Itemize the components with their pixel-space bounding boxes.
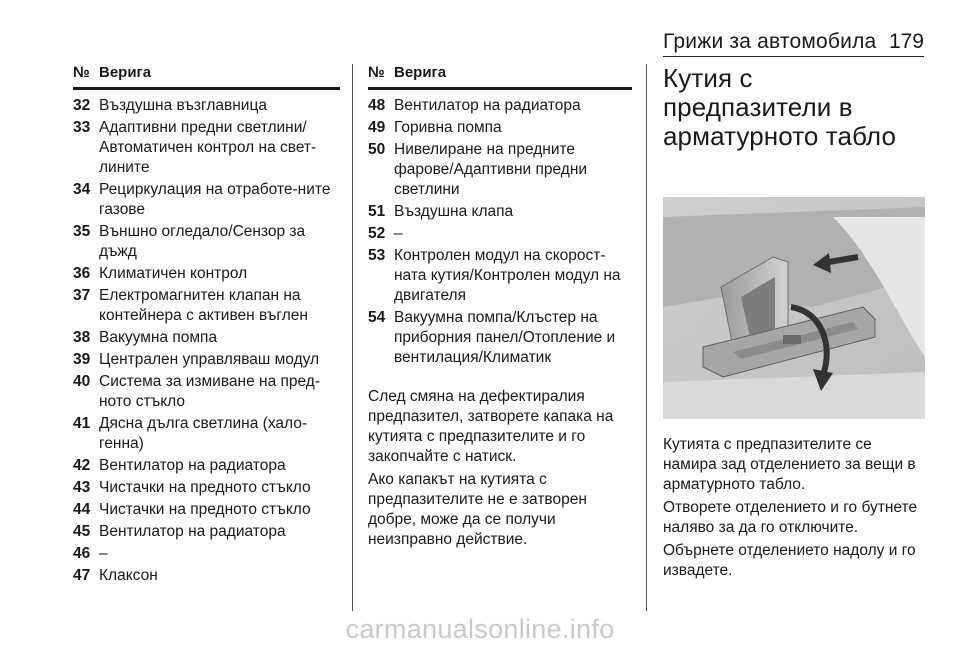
fuse-circuit: Горивна помпа (394, 119, 502, 136)
table-row (73, 522, 340, 542)
table-row (73, 96, 340, 116)
section-paragraph: Кутията с предпазителите се намира зад отделението за вещи в арматурното табло. (663, 436, 916, 493)
fuse-circuit: Клаксон (99, 567, 158, 584)
table-row (368, 140, 632, 200)
fuse-circuit: Вентилатор на радиатора (99, 457, 286, 474)
table-row (73, 566, 340, 586)
table-row (73, 180, 340, 220)
section-title-line: Кутия с предпазители в (663, 63, 853, 122)
fuse-number: 35 (73, 223, 91, 240)
fuse-circuit: Чистачки на предното стъкло (99, 479, 311, 496)
fuse-circuit: Въздушна клапа (394, 203, 514, 220)
instructions-block (368, 387, 632, 550)
fuse-circuit: Въздушна възглавница (99, 97, 267, 114)
fuse-circuit: Система за измиване на пред-ното стъкло (99, 373, 320, 410)
fuse-number: 52 (368, 225, 386, 242)
fuse-number: 37 (73, 287, 91, 304)
fuse-number: 34 (73, 181, 91, 198)
fuse-circuit: Климатичен контрол (99, 265, 248, 282)
fuse-circuit: Електромагнитен клапан на контейнера с активен въглен (99, 287, 308, 324)
fuse-circuit: Вентилатор на радиатора (394, 97, 581, 114)
fuse-number: 50 (368, 141, 386, 158)
fuse-number: 38 (73, 329, 91, 346)
table-header (73, 64, 340, 90)
table-row (368, 118, 632, 138)
table-row (73, 372, 340, 412)
fuse-circuit: Нивелиране на предните фарове/Адаптивни предни светлини (394, 141, 588, 198)
column-divider-1 (352, 64, 353, 611)
fuse-circuit: Външно огледало/Сензор за дъжд (99, 223, 306, 260)
table-row (73, 286, 340, 326)
table-row (73, 118, 340, 178)
fuse-circuit: Рециркулация на отработе-ните газове (99, 181, 331, 218)
fuse-circuit: Вакуумна помпа/Клъстер на приборния панел/Отопление и вентилация/Климатик (394, 309, 616, 366)
fuse-number: 39 (73, 351, 91, 368)
fuse-box-section (663, 64, 925, 584)
column-divider-2 (646, 64, 647, 611)
table-header-circuit: Верига (394, 64, 447, 81)
fuse-number: 33 (73, 119, 91, 136)
instruction-paragraph: Ако капакът на кутията с предпазителите не е затворен добре, може да се получи неизправно действие. (368, 471, 587, 548)
instruction-paragraph: След смяна на дефектиралия предпазител, затворете капака на кутията с предпазителите и го закопчайте с натиск. (368, 388, 614, 465)
fuse-number: 43 (73, 479, 91, 496)
fuse-connector (783, 335, 801, 344)
table-header-number: № (368, 64, 385, 81)
fuse-box-illustration (663, 197, 925, 419)
page-header (663, 30, 924, 57)
table-row (73, 350, 340, 370)
fuse-number: 40 (73, 373, 91, 390)
fuse-number: 46 (73, 545, 91, 562)
page-number: 179 (888, 30, 924, 53)
fuse-number: 36 (73, 265, 91, 282)
fuse-number: 49 (368, 119, 386, 136)
fuse-number: 54 (368, 309, 386, 326)
table-row (368, 224, 632, 244)
table-row (73, 456, 340, 476)
table-header (368, 64, 632, 90)
section-paragraph: Отворете отделението и го бутнете наляво за да го отключите. (663, 499, 918, 536)
table-row (73, 328, 340, 348)
table-header-circuit: Верига (99, 64, 152, 81)
fuse-circuit: – (394, 225, 403, 242)
fuse-number: 42 (73, 457, 91, 474)
table-row (73, 414, 340, 454)
fuse-circuit: Адаптивни предни светлини/Автоматичен контрол на свет-лините (99, 119, 317, 176)
fuse-number: 41 (73, 415, 91, 432)
table-row (73, 222, 340, 262)
illustration-svg (663, 197, 925, 419)
section-text (663, 435, 925, 581)
fuse-circuit: Чистачки на предното стъкло (99, 501, 311, 518)
watermark: carmanualsonline.info (345, 614, 615, 644)
fuse-number: 47 (73, 567, 91, 584)
table-row (73, 544, 340, 564)
fuse-number: 32 (73, 97, 91, 114)
table-row (368, 202, 632, 222)
section-title (663, 64, 925, 151)
page-title: Грижи за автомобила (663, 30, 877, 53)
fuse-circuit: Вакуумна помпа (99, 329, 218, 346)
fuse-table-right (368, 64, 632, 553)
fuse-number: 48 (368, 97, 386, 114)
fuse-circuit: Вентилатор на радиатора (99, 523, 286, 540)
table-row (73, 500, 340, 520)
table-header-number: № (73, 64, 90, 81)
table-row (368, 246, 632, 306)
fuse-circuit: – (99, 545, 108, 562)
fuse-circuit: Контролен модул на скорост-ната кутия/Контролен модул на двигателя (394, 247, 621, 304)
fuse-table-left (73, 64, 340, 588)
fuse-number: 44 (73, 501, 91, 518)
fuse-number: 53 (368, 247, 386, 264)
table-row (368, 96, 632, 116)
section-title-line: арматурното табло (663, 121, 897, 151)
fuse-number: 51 (368, 203, 386, 220)
fuse-circuit: Централен управляваш модул (99, 351, 320, 368)
section-paragraph: Обърнете отделението надолу и го извадете. (663, 542, 916, 579)
fuse-number: 45 (73, 523, 91, 540)
table-row (368, 308, 632, 368)
table-row (73, 478, 340, 498)
fuse-circuit: Дясна дълга светлина (хало-генна) (99, 415, 308, 452)
table-row (73, 264, 340, 284)
